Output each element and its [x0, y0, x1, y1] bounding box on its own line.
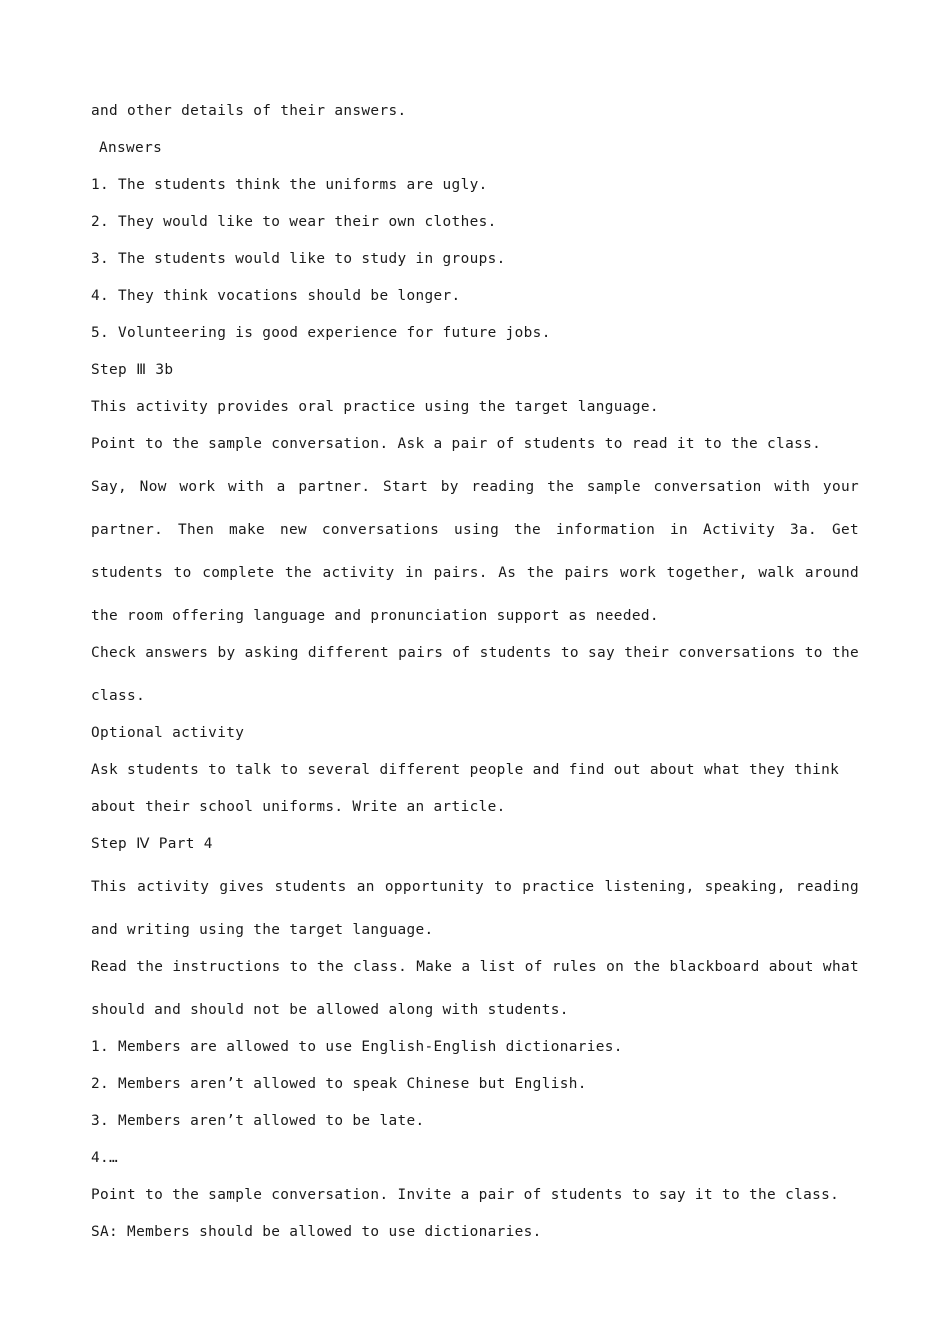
paragraph: Say, Now work with a partner. Start by reading the sample conversation with your partner. Then make new conversations using the information in Activity 3a. Get students to complete the activity in pairs. As the pairs work together, walk around the room offering language and pronunciation support as needed.	[91, 479, 859, 624]
step-heading: Step Ⅲ 3b	[91, 362, 174, 378]
answer-item: 2. They would like to wear their own clothes.	[91, 214, 497, 230]
rule-item: 1. Members are allowed to use English-English dictionaries.	[91, 1039, 623, 1055]
text-line: Ask students to talk to several different people and find out about what they think	[91, 762, 840, 778]
optional-activity-heading: Optional activity	[91, 725, 245, 741]
answer-item: 4. They think vocations should be longer.	[91, 288, 461, 304]
rule-item: 2. Members aren’t allowed to speak Chinese but English.	[91, 1076, 587, 1092]
text-line: about their school uniforms. Write an article.	[91, 799, 506, 815]
paragraph: This activity gives students an opportunity to practice listening, speaking, reading and writing using the target language.	[91, 879, 859, 938]
text-line: Point to the sample conversation. Ask a pair of students to read it to the class.	[91, 436, 822, 452]
rule-item: 3. Members aren’t allowed to be late.	[91, 1113, 425, 1129]
answer-item: 5. Volunteering is good experience for future jobs.	[91, 325, 551, 341]
text-line: This activity provides oral practice using the target language.	[91, 399, 659, 415]
document-page	[91, 101, 859, 1259]
rule-item: 4.…	[91, 1150, 119, 1166]
answer-item: 3. The students would like to study in groups.	[91, 251, 506, 267]
answers-heading: Answers	[99, 140, 163, 156]
paragraph: Read the instructions to the class. Make a list of rules on the blackboard about what should and should not be allowed along with students.	[91, 959, 859, 1018]
text-line: Point to the sample conversation. Invite a pair of students to say it to the class.	[91, 1187, 840, 1203]
answer-item: 1. The students think the uniforms are ugly.	[91, 177, 488, 193]
conversation-line: SA: Members should be allowed to use dictionaries.	[91, 1224, 542, 1240]
step-heading: Step Ⅳ Part 4	[91, 836, 213, 852]
paragraph: Check answers by asking different pairs of students to say their conversations to the class.	[91, 645, 859, 704]
text-line: and other details of their answers.	[91, 103, 407, 119]
